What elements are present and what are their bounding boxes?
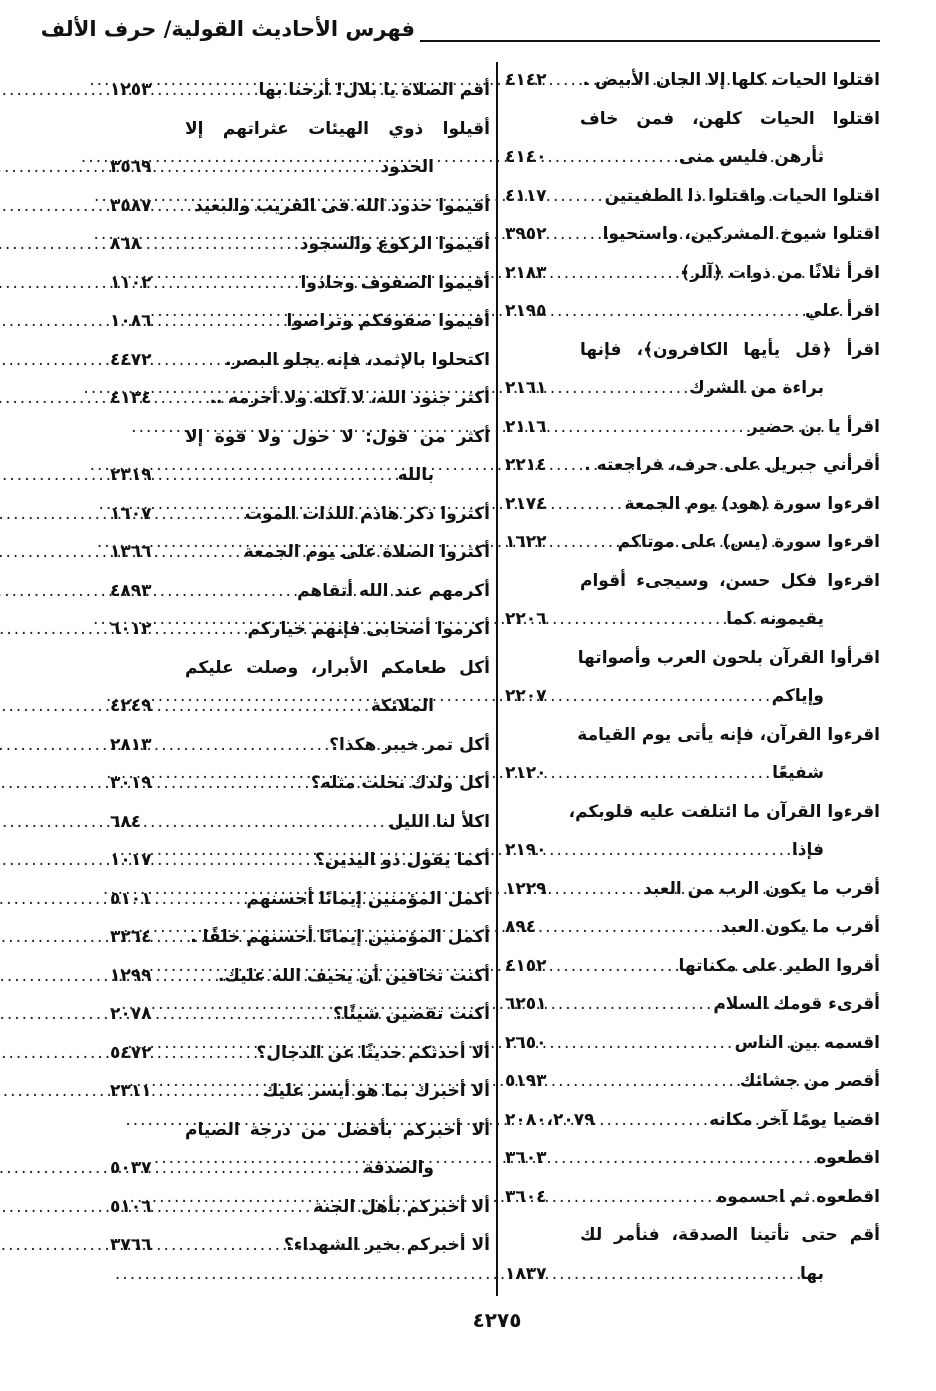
entry-line [110,533,490,572]
entry-line [110,918,490,957]
hadith-number: ٤٤٧٢ [110,349,152,370]
hadith-text: ألا أخبركم بأفضل من درجة الصيام [185,1119,490,1140]
hadith-number: ٢١٧٤ [505,493,547,514]
index-entry [110,572,490,611]
index-entry [505,446,880,485]
hadith-text-continuation: وإياكم [771,686,824,706]
index-entry [505,985,880,1024]
entry-line [505,1101,880,1140]
dot-leader [567,408,832,447]
hadith-number: ٤١٣٤ [110,388,152,408]
entry-line [505,870,880,909]
entry-line [505,754,880,793]
dot-leader [172,1034,413,1073]
hadith-text: اقتلوا الحيات كلهن، فمن خاف [580,108,880,129]
hadith-text: أكثروا ذكر هاذم اللذات الموت [244,503,490,524]
dot-leader [567,292,851,331]
entry-line [505,1062,880,1101]
dot-leader [172,610,411,649]
hadith-text: أقيلوا ذوي الهيئات عثراتهم إلا [185,118,490,139]
running-header-title: فهرس الأحاديث القولية/ حرف الألف [40,17,415,41]
entry-line [110,995,490,1034]
entry-line [505,100,880,139]
index-entry [110,264,490,303]
dot-leader [172,880,411,919]
page-number: ٤٢٧٥ [472,1308,522,1332]
hadith-text: أقصر من جشائك [739,1071,880,1091]
index-entry [505,1139,880,1178]
dot-leader [567,1024,828,1063]
hadith-text: اقرءوا فكل حسن، وسيجىء أقوام [580,570,880,591]
dot-leader [172,1226,420,1265]
index-entry [110,341,490,380]
hadith-number: ٥١٩٣ [505,1071,547,1091]
entry-line [110,1034,490,1073]
hadith-number: ٤١٤٠ [505,147,547,167]
entry-line [505,793,880,832]
index-entry [110,841,490,880]
dot-leader [567,1139,855,1178]
index-entry [110,880,490,919]
hadith-number: ٢١٦١ [505,378,547,398]
entry-line [505,716,880,755]
index-entry [505,215,880,254]
index-entry [505,177,880,216]
index-entry [505,1216,880,1293]
hadith-text-continuation: ثأرهن فليس منى [678,147,824,167]
hadith-number: ٢١٩٠ [505,840,547,860]
hadith-number: ١٢٢٩ [505,878,547,899]
entry-line [110,187,490,226]
hadith-text-continuation: شفيعًا [772,763,824,783]
hadith-number: ٣٦٠٣ [505,1148,547,1168]
entry-line [110,418,490,457]
hadith-text: اقرءوا سورة (هود) يوم الجمعة [624,493,880,514]
dot-leader [172,687,413,726]
dot-leader [567,870,804,909]
dot-leader [567,908,824,947]
dot-leader [172,764,428,803]
hadith-number: ٥٤٧٢ [110,1042,152,1063]
dot-leader [567,215,795,254]
index-entry [505,639,880,716]
dot-leader [172,572,424,611]
hadith-text: أقيموا حدود الله فى القريب والبعيد [194,195,490,216]
hadith-text: ألا أحدثكم حديثًا عن الدجال؟ [256,1042,490,1063]
dot-leader [172,71,414,110]
index-entry [110,803,490,842]
entry-line [505,369,880,408]
entry-line [110,1072,490,1111]
hadith-number: ٥١٠١ [110,888,152,909]
dot-leader [172,1149,411,1188]
dot-leader [567,947,813,986]
hadith-text: أكما يقول ذو اليدين؟ [314,850,490,870]
hadith-text: أقرب ما يكون الرب من العبد [643,878,880,899]
hadith-number: ٣٥٦٩ [110,157,152,177]
index-entry [505,408,880,447]
hadith-number: ٤١١٧ [505,185,547,206]
hadith-number: ٢٦٥٠ [505,1032,547,1053]
dot-leader [567,61,790,100]
dot-leader [172,957,404,996]
hadith-text: اقرأ ﴿قل يأيها الكافرون﴾، فإنها [580,339,880,360]
index-entry [110,379,490,418]
entry-line [505,254,880,293]
index-entry [110,610,490,649]
hadith-number: ٥٠٣٧ [110,1158,152,1178]
index-entry [505,1062,880,1101]
index-entry [110,1226,490,1265]
index-entry [505,908,880,947]
hadith-number: ٣٠١٩ [110,773,152,793]
entry-line [505,1216,880,1255]
hadith-number: ٢٢١٤ [505,455,547,475]
hadith-text: أكثر جنود الله، لا آكله ولا أحرمه .. [209,388,490,408]
entry-line [505,985,880,1024]
entry-line [110,1188,490,1227]
hadith-text: اكتحلوا بالإثمد، فإنه يجلو البصر. [225,349,490,370]
entry-line [505,1178,880,1217]
hadith-text: اقرءوا القرآن، فإنه يأتى يوم القيامة [577,724,880,745]
dot-leader [567,138,782,177]
hadith-text: أكرمهم عند الله أتقاهم [297,580,490,601]
hadith-text: اقرأ ثلاثًا من ذوات ﴿آلر﴾ [680,262,880,283]
dot-leader [172,264,425,303]
entry-line [110,264,490,303]
entry-line [110,649,490,688]
hadith-number: ١١٠٢ [110,272,152,293]
index-entry [505,716,880,793]
index-entry [110,764,490,803]
entry-line [505,947,880,986]
hadith-number: ١٦٠٧ [110,503,152,524]
hadith-text-continuation: والصدقة [363,1158,434,1178]
index-entry [505,562,880,639]
dot-leader [172,225,425,264]
hadith-text: اقتلوا الحيات واقتلوا ذا الطفيتين [604,185,880,206]
entry-line [505,1024,880,1063]
dot-leader [567,1062,830,1101]
hadith-text: اقرأوا القرآن بلحون العرب وأصواتها [577,647,880,668]
index-entry [110,649,490,726]
entry-line [110,957,490,996]
dot-leader [567,1255,816,1294]
hadith-number: ١٢٥٣ [110,80,152,100]
hadith-text: اقرأ علي [804,301,880,321]
dot-leader [567,254,813,293]
entry-line [505,138,880,177]
hadith-text: أكنت تخافين أن يحيف الله عليك. [217,965,490,986]
hadith-text: أكل طعامكم الأبرار، وصلت عليكم [185,657,490,678]
index-entry [110,418,490,495]
hadith-text: أقرىء قومك السلام [713,994,880,1014]
dot-leader [172,918,398,957]
index-entry [110,225,490,264]
dot-leader [567,523,798,562]
entry-line [110,687,490,726]
hadith-text: اقرأ يا بن حضير [747,416,880,437]
entry-line [505,408,880,447]
hadith-text-continuation: براءة من الشرك [689,378,824,398]
entry-line [110,495,490,534]
entry-line [110,880,490,919]
index-entry [505,1178,880,1217]
hadith-text: اقطعوه [816,1148,880,1168]
hadith-number: ٢٣١٩ [110,465,152,485]
index-entry [505,254,880,293]
entry-line [110,302,490,341]
entry-line [110,225,490,264]
hadith-text: اقطعوه ثم احسموه [717,1186,880,1207]
index-entry [505,485,880,524]
hadith-text-continuation: بالله [397,465,434,485]
hadith-text: أقيموا صفوفكم وتراصوا [286,311,490,331]
index-entry [505,870,880,909]
hadith-number: ٨٩٤ [505,917,537,937]
dot-leader [567,485,799,524]
hadith-text: أكنت تقضين شيئًا؟ [333,1004,490,1024]
hadith-text: أكمل المؤمنين إيمانًا أحسنهم خلقًا . [190,927,490,947]
entry-line [505,1255,880,1294]
hadith-number: ١٣٦٦ [110,542,152,562]
dot-leader [567,600,794,639]
dot-leader [567,446,791,485]
entry-line [110,110,490,149]
dot-leader [172,302,421,341]
entry-line [505,446,880,485]
hadith-text: أكل ولدك نحلت مثله؟ [310,773,490,793]
hadith-number: ٢٢٠٦ [505,609,547,629]
hadith-number: ٢١٩٥ [505,301,547,321]
index-entry [505,100,880,177]
dot-leader [172,995,434,1034]
hadith-number: ٦٠١٢ [110,619,152,639]
hadith-text: أقيموا الركوع والسجود [299,234,490,254]
index-entry [505,331,880,408]
index-entry [110,726,490,765]
hadith-number: ١٠٨٦ [110,311,152,331]
hadith-text-continuation: الحدود [380,157,434,177]
entry-line [505,292,880,331]
entry-line [505,485,880,524]
hadith-number: ١٠١٧ [110,850,152,870]
hadith-number: ٤١٤٢ [505,70,547,90]
index-entry [110,918,490,957]
entry-line [110,1149,490,1188]
dot-leader [567,369,784,408]
index-entry [505,292,880,331]
dot-leader [172,841,429,880]
entry-line [110,71,490,110]
hadith-text: اكلأ لنا الليل [388,811,490,832]
dot-leader [172,1072,415,1111]
hadith-text: أقرب ما يكون العبد [720,917,880,937]
dot-leader [172,495,411,534]
dot-leader [172,187,399,226]
entry-line [505,215,880,254]
dot-leader [172,533,410,572]
hadith-text: أقم الصلاة يا بلال! أرحنا بها [258,80,490,100]
entry-line [110,148,490,187]
dot-leader [172,379,402,418]
hadith-number: ٢١٢٠ [505,763,547,783]
entry-line [110,764,490,803]
dot-leader [172,1188,428,1227]
entry-line [110,1226,490,1265]
hadith-number: ٨٦٨ [110,234,142,254]
index-entry [110,110,490,187]
entry-line [505,177,880,216]
hadith-number: ١٨٣٧ [505,1263,547,1284]
hadith-text: أقم حتى تأتينا الصدقة، فنأمر لك [580,1225,880,1245]
hadith-number: ٥١٠٦ [110,1196,152,1217]
hadith-number: ٢٨١٣ [110,734,152,755]
index-entry [505,523,880,562]
entry-line [505,331,880,370]
entry-line [110,456,490,495]
index-entry [505,947,880,986]
entry-line [505,61,880,100]
index-entry [505,1101,880,1140]
hadith-number: ١٢٩٩ [110,965,152,986]
dot-leader [172,341,406,380]
hadith-text: اقضيا يومًا آخر مكانه [709,1109,880,1130]
hadith-text: أقرأني جبريل على حرف، فراجعته . [584,455,880,475]
header-rule [420,40,880,42]
hadith-number: ٦٢٥١ [505,994,547,1014]
hadith-number: ٣٩٥٢ [505,224,547,244]
hadith-number: ٢٢٠٧ [505,686,547,706]
dot-leader [567,677,807,716]
index-entry [110,71,490,110]
index-entry [110,302,490,341]
hadith-text: أكثروا الصلاة على يوم الجمعة [243,542,490,562]
entry-line [505,639,880,678]
hadith-number: ٤٨٩٣ [110,580,152,601]
hadith-number: ٤٢٤٩ [110,696,152,716]
dot-leader [567,1178,823,1217]
hadith-text: ألا أخبرك بما هو أيسر عليك [262,1081,490,1101]
hadith-text: ألا أخبركم بخير الشهداء؟ [283,1235,490,1255]
hadith-text: اقتلوا شيوخ المشركين، واستحيوا [602,224,880,244]
entry-line [505,831,880,870]
index-entry [110,1111,490,1188]
hadith-text: اقرءوا سورة (يس) على موتاكم [617,532,880,552]
hadith-number: ٣٢٦٤ [110,927,152,947]
entry-line [505,677,880,716]
dot-leader [172,803,451,842]
hadith-number: ٣٥٨٧ [110,195,152,216]
hadith-text-continuation: فإذا [791,840,824,860]
dot-leader [567,177,795,216]
entry-line [110,803,490,842]
hadith-text: اقرءوا القرآن ما ائتلفت عليه قلوبكم، [568,801,880,822]
dot-leader [567,985,822,1024]
index-entry [110,533,490,572]
hadith-text: ألا أخبركم بأهل الجنة [313,1196,490,1217]
hadith-number: ٣٦٠٤ [505,1186,547,1207]
entry-line [110,726,490,765]
hadith-text: أكل تمر خيبر هكذا؟ [329,734,490,755]
dot-leader [172,148,416,187]
entry-line [110,379,490,418]
hadith-text: أقروا الطير على مكناتها [678,955,880,976]
index-entry [110,1188,490,1227]
hadith-number: ٢٣١١ [110,1081,152,1101]
entry-line [110,841,490,880]
dot-leader [595,1101,827,1140]
hadith-number: ٢١١٦ [505,416,547,437]
hadith-text: اقتلوا الحيات كلها إلا الجان الأبيض . [582,70,880,90]
entry-line [110,610,490,649]
index-column-right [505,61,880,1293]
entry-line [505,908,880,947]
dot-leader [567,754,807,793]
entry-line [505,600,880,639]
entry-line [505,1139,880,1178]
hadith-number: ٢٠٧٩‏،٢٠٨٠ [505,1109,595,1130]
hadith-number: ٣٧٦٦ [110,1235,152,1255]
hadith-text: أقيموا الصفوف وحاذوا [300,272,490,293]
dot-leader [567,831,813,870]
hadith-number: ١٦٢٢ [505,532,547,552]
entry-line [505,523,880,562]
dot-leader [172,456,422,495]
index-entry [505,793,880,870]
index-column-left [110,71,490,1265]
index-entry [110,995,490,1034]
hadith-text-continuation: الملائكة [370,696,434,716]
hadith-text-continuation: يقيمونه كما [726,609,824,629]
hadith-number: ٤١٥٢ [505,955,547,976]
entry-line [110,1111,490,1150]
dot-leader [172,726,433,765]
index-entry [505,1024,880,1063]
index-entry [110,1072,490,1111]
hadith-text-continuation: بها [800,1263,824,1284]
index-entry [110,187,490,226]
hadith-number: ٦٨٤ [110,811,142,832]
index-entry [505,61,880,100]
entry-line [505,562,880,601]
index-entry [110,1034,490,1073]
index-entry [110,957,490,996]
hadith-text: أكمل المؤمنين إيمانًا أحسنهم [246,888,490,909]
hadith-text: أكرموا أصحابى فإنهم خياركم [247,619,490,639]
hadith-number: ٢٠٧٨ [110,1004,152,1024]
hadith-text: اقسمه بين الناس [734,1032,880,1053]
entry-line [110,341,490,380]
hadith-text: أكثر من قول: لا حول ولا قوة إلا [185,426,490,447]
entry-line [110,572,490,611]
index-entry [110,495,490,534]
hadith-number: ٢١٨٣ [505,262,547,283]
